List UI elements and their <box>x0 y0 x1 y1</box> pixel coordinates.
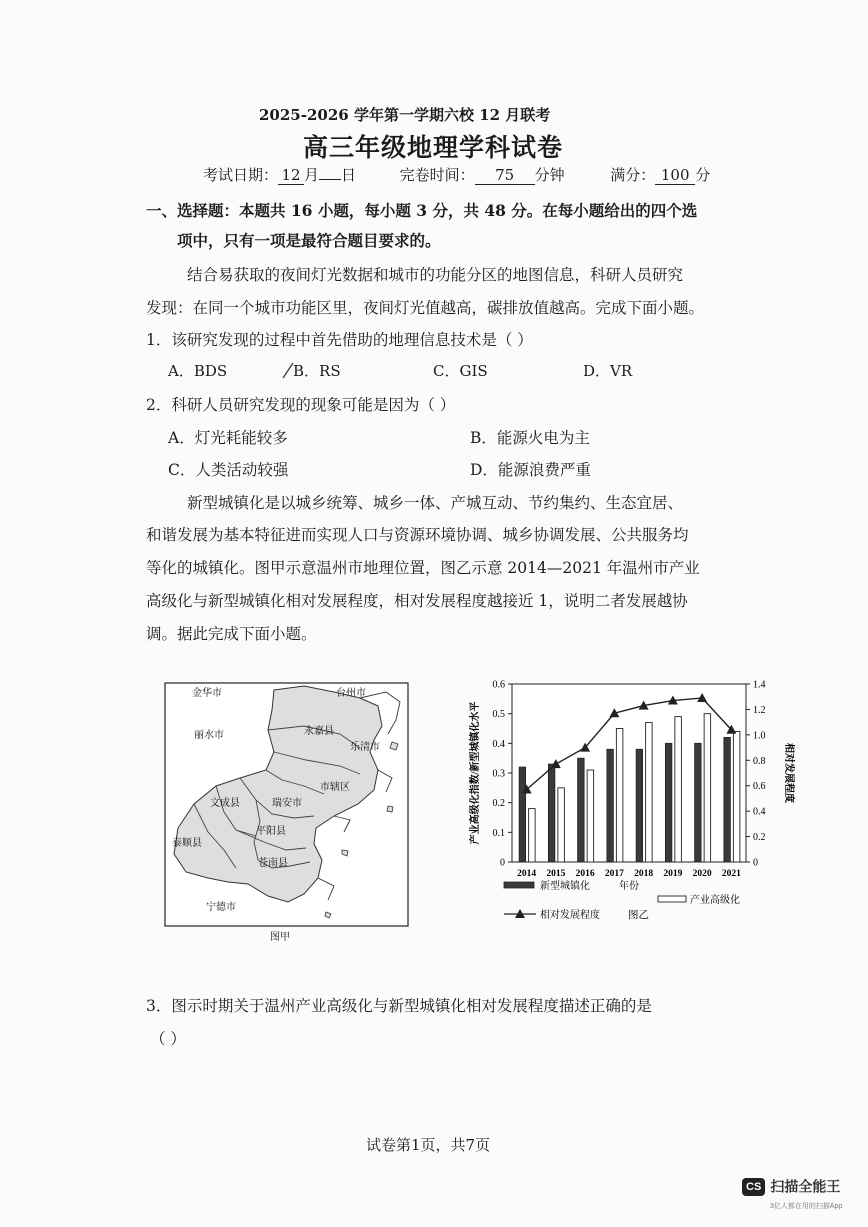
q1-option-a: A．BDS <box>168 362 228 380</box>
label-yongjia: 永嘉县 <box>304 726 334 737</box>
x-tick-label: 2016 <box>575 869 595 879</box>
map-caption: 图甲 <box>270 932 290 943</box>
q2-option-d: D．能源浪费严重 <box>470 461 591 479</box>
page-title: 高三年级地理学科试卷 <box>303 133 564 162</box>
label-lishui: 丽水市 <box>194 730 224 741</box>
bar-urbanization <box>636 749 643 862</box>
q1-stem: 1．该研究发现的过程中首先借助的地理信息技术是（ ） <box>146 331 533 349</box>
score-value: 100 <box>655 167 695 185</box>
bar-industry <box>529 809 536 862</box>
y-tick-label: 0.4 <box>492 738 505 750</box>
map-figure <box>164 682 412 944</box>
page-footer: 试卷第1页，共7页 <box>366 1136 491 1154</box>
y2-tick-label: 0.4 <box>753 806 766 818</box>
legend-label-industry: 产业高级化 <box>690 895 740 906</box>
passage2-line4: 高级化与新型城镇化相对发展程度，相对发展程度越接近 1，说明二者发展越协 <box>146 592 688 610</box>
y2-tick-label: 0 <box>753 857 758 869</box>
q1-option-b: B．RS <box>293 362 341 380</box>
bar-urbanization <box>578 758 585 862</box>
bar-industry <box>704 714 711 862</box>
y2-tick-label: 1.2 <box>753 704 766 716</box>
watermark-slogan: 3亿人都在用的扫描App <box>770 1203 843 1210</box>
cs-logo: CS <box>742 1178 765 1196</box>
q2-stem: 2．科研人员研究发现的现象可能是因为（ ） <box>146 396 456 414</box>
passage2-line1: 新型城镇化是以城乡统筹、城乡一体、产城互动、节约集约、生态宜居、 <box>187 494 684 512</box>
y-tick-label: 0.3 <box>492 768 505 780</box>
q2-option-a: A．灯光耗能较多 <box>168 429 288 447</box>
y-tick-label: 0 <box>500 857 505 869</box>
label-cangnan: 苍南县 <box>258 858 288 869</box>
date-day-blank <box>319 179 341 180</box>
bar-urbanization <box>724 737 731 862</box>
label-taizhou: 台州市 <box>336 688 366 699</box>
q3-stem: 3．图示时期关于温州产业高级化与新型城镇化相对发展程度描述正确的是 <box>146 997 652 1015</box>
legend-label-relative: 相对发展程度 <box>540 910 600 921</box>
label-taishun: 泰顺县 <box>172 838 202 849</box>
label-pingyang: 平阳县 <box>256 826 286 837</box>
y-axis-label: 产业高级化指数/新型城镇化水平 <box>470 701 481 845</box>
bar-industry <box>646 723 653 862</box>
y2-tick-label: 0.8 <box>753 755 766 767</box>
date-month: 12 <box>278 167 304 185</box>
bar-urbanization <box>665 743 672 862</box>
score-unit: 分 <box>695 166 711 184</box>
q2-option-b: B．能源火电为主 <box>470 429 590 447</box>
bar-industry <box>558 788 565 862</box>
q2-option-c: C．人类活动较强 <box>168 461 289 479</box>
label-ningde: 宁德市 <box>206 902 236 913</box>
time-value: 75 <box>475 167 535 185</box>
legend-swatch-industry <box>658 896 686 902</box>
exam-info-line <box>203 164 710 185</box>
y-tick-label: 0.2 <box>492 798 505 810</box>
chart-caption: 图乙 <box>628 910 649 921</box>
x-tick-label: 2017 <box>604 869 624 879</box>
x-axis-label: 年份 <box>619 881 639 892</box>
bar-urbanization <box>695 743 702 862</box>
x-tick-label: 2019 <box>663 869 683 879</box>
x-tick-label: 2015 <box>546 869 566 879</box>
label-shixiaqu: 市辖区 <box>320 782 350 793</box>
time-unit: 分钟 <box>534 166 565 184</box>
label-wencheng: 文成县 <box>210 798 240 809</box>
date-day-unit: 日 <box>341 166 357 184</box>
section-heading-line2: 项中，只有一项是最符合题目要求的。 <box>177 231 441 250</box>
exam-name: 2025-2026 学年第一学期六校 12 月联考 <box>259 106 551 124</box>
passage1-line2: 发现：在同一个城市功能区里，夜间灯光值越高，碳排放值越高。完成下面小题。 <box>146 299 705 317</box>
pen-mark <box>281 360 295 380</box>
scanner-watermark <box>742 1176 840 1197</box>
watermark-name: 扫描全能王 <box>770 1178 841 1195</box>
bar-urbanization <box>519 767 526 862</box>
y2-tick-label: 0.2 <box>753 832 766 844</box>
chart-figure <box>462 676 802 928</box>
q1-option-d: D．VR <box>583 362 633 380</box>
y2-tick-label: 1.4 <box>753 679 766 691</box>
date-label: 考试日期： <box>203 166 279 184</box>
y-tick-label: 0.1 <box>492 827 505 839</box>
x-tick-label: 2018 <box>634 869 654 879</box>
passage1-line1: 结合易获取的夜间灯光数据和城市的功能分区的地图信息，科研人员研究 <box>187 266 684 284</box>
label-jinhua: 金华市 <box>192 688 222 699</box>
legend-swatch-urbanization <box>504 882 534 888</box>
y-tick-label: 0.5 <box>492 709 505 721</box>
bar-urbanization <box>548 764 555 862</box>
bar-urbanization <box>607 749 614 862</box>
score-label: 满分： <box>610 166 656 184</box>
bar-industry <box>616 729 623 863</box>
y2-axis-label: 相对发展程度 <box>783 743 794 803</box>
y2-tick-label: 1.0 <box>753 730 766 742</box>
passage2-line2: 和谐发展为基本特征进而实现人口与资源环境协调、城乡协调发展、公共服务均 <box>146 526 689 544</box>
label-yueqing: 乐清市 <box>350 742 380 753</box>
q1-option-c: C．GIS <box>433 362 488 380</box>
legend-label-urbanization: 新型城镇化 <box>540 881 590 892</box>
section-heading-line1: 一、选择题：本题共 16 小题，每小题 3 分，共 48 分。在每小题给出的四个选 <box>146 201 698 220</box>
bar-industry <box>733 731 740 862</box>
x-tick-label: 2014 <box>517 869 537 879</box>
bar-industry <box>587 770 594 862</box>
passage2-line3: 等化的城镇化。图甲示意温州市地理位置，图乙示意 2014—2021 年温州市产业 <box>146 559 700 577</box>
x-tick-label: 2020 <box>692 869 712 879</box>
date-month-unit: 月 <box>304 166 320 184</box>
time-label: 完卷时间： <box>399 166 475 184</box>
bar-industry <box>675 717 682 862</box>
passage2-line5: 调。据此完成下面小题。 <box>146 625 317 643</box>
y2-tick-label: 0.6 <box>753 781 766 793</box>
y-tick-label: 0.6 <box>492 679 505 691</box>
q3-answer-paren: （ ） <box>150 1030 186 1048</box>
x-tick-label: 2021 <box>721 869 741 879</box>
label-ruian: 瑞安市 <box>272 798 302 809</box>
